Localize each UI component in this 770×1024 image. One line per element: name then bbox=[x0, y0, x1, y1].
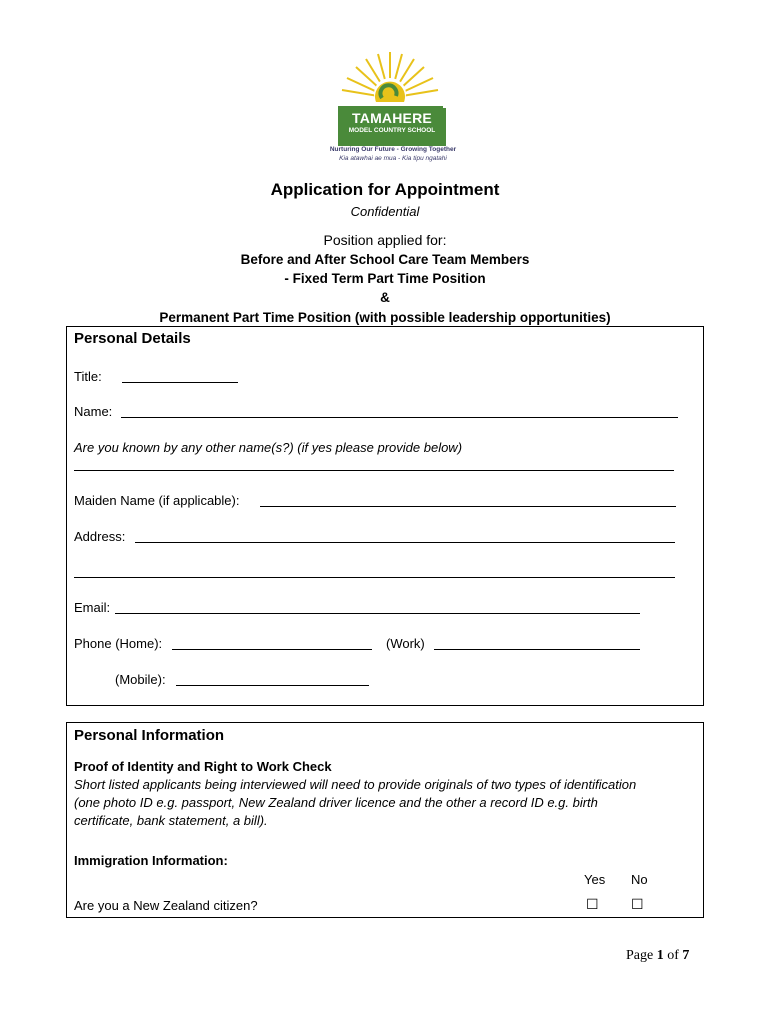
proof-identity-text-3: certificate, bank statement, a bill). bbox=[74, 813, 268, 828]
proof-identity-heading: Proof of Identity and Right to Work Check bbox=[74, 759, 332, 774]
sun-rays-icon bbox=[338, 50, 443, 110]
document-title: Application for Appointment bbox=[270, 180, 500, 199]
position-line-1: Before and After School Care Team Members bbox=[240, 252, 530, 267]
personal-information-heading: Personal Information bbox=[74, 727, 225, 744]
other-names-label: Are you known by any other name(s?) (if yes please provide below) bbox=[74, 440, 463, 455]
name-field[interactable] bbox=[121, 417, 678, 418]
personal-details-heading: Personal Details bbox=[74, 330, 191, 347]
phone-work-label: (Work) bbox=[386, 636, 425, 651]
page-prefix: Page bbox=[626, 948, 657, 963]
position-line-2: - Fixed Term Part Time Position bbox=[284, 271, 486, 286]
nz-citizen-yes-checkbox[interactable]: ☐ bbox=[586, 896, 599, 912]
nz-citizen-no-checkbox[interactable]: ☐ bbox=[631, 896, 644, 912]
address-label: Address: bbox=[74, 529, 126, 544]
phone-mobile-field[interactable] bbox=[176, 685, 369, 686]
phone-mobile-label: (Mobile): bbox=[115, 672, 166, 687]
position-label: Position applied for: bbox=[323, 232, 447, 248]
other-names-field[interactable] bbox=[74, 470, 674, 471]
page-current: 1 bbox=[656, 948, 664, 963]
logo-subtitle: MODEL COUNTRY SCHOOL bbox=[348, 127, 436, 134]
position-line-3: Permanent Part Time Position (with possible leadership opportunities) bbox=[159, 310, 611, 325]
maiden-name-field[interactable] bbox=[260, 506, 676, 507]
title-field[interactable] bbox=[122, 382, 238, 383]
phone-home-label: Phone (Home): bbox=[74, 636, 163, 651]
phone-work-field[interactable] bbox=[434, 649, 640, 650]
page-of: of bbox=[663, 948, 683, 963]
no-column-label: No bbox=[631, 872, 648, 887]
immigration-heading: Immigration Information: bbox=[74, 853, 228, 868]
position-ampersand: & bbox=[380, 290, 390, 305]
proof-identity-text-2: (one photo ID e.g. passport, New Zealand driver licence and the other a record ID e.g. birth bbox=[74, 795, 598, 810]
logo-tagline-maori: Kia atawhai ae mua - Kia tipu ngatahi bbox=[339, 155, 447, 162]
page-number bbox=[626, 948, 689, 964]
title-label: Title: bbox=[74, 369, 102, 384]
nz-citizen-question: Are you a New Zealand citizen? bbox=[74, 898, 258, 913]
maiden-name-label: Maiden Name (if applicable): bbox=[74, 493, 240, 508]
logo-tagline: Nurturing Our Future - Growing Together bbox=[329, 146, 457, 153]
page-total: 7 bbox=[682, 948, 690, 963]
email-label: Email: bbox=[74, 600, 111, 615]
proof-identity-text-1: Short listed applicants being interviewed will need to provide originals of two types of identification bbox=[74, 777, 637, 792]
name-label: Name: bbox=[74, 404, 113, 419]
logo-title: TAMAHERE bbox=[352, 110, 432, 126]
address-field-line-2[interactable] bbox=[74, 577, 675, 578]
confidential-label: Confidential bbox=[350, 204, 420, 219]
email-field[interactable] bbox=[115, 613, 640, 614]
phone-home-field[interactable] bbox=[172, 649, 372, 650]
address-field-line-1[interactable] bbox=[135, 542, 675, 543]
school-logo bbox=[328, 50, 458, 166]
yes-column-label: Yes bbox=[584, 872, 606, 887]
